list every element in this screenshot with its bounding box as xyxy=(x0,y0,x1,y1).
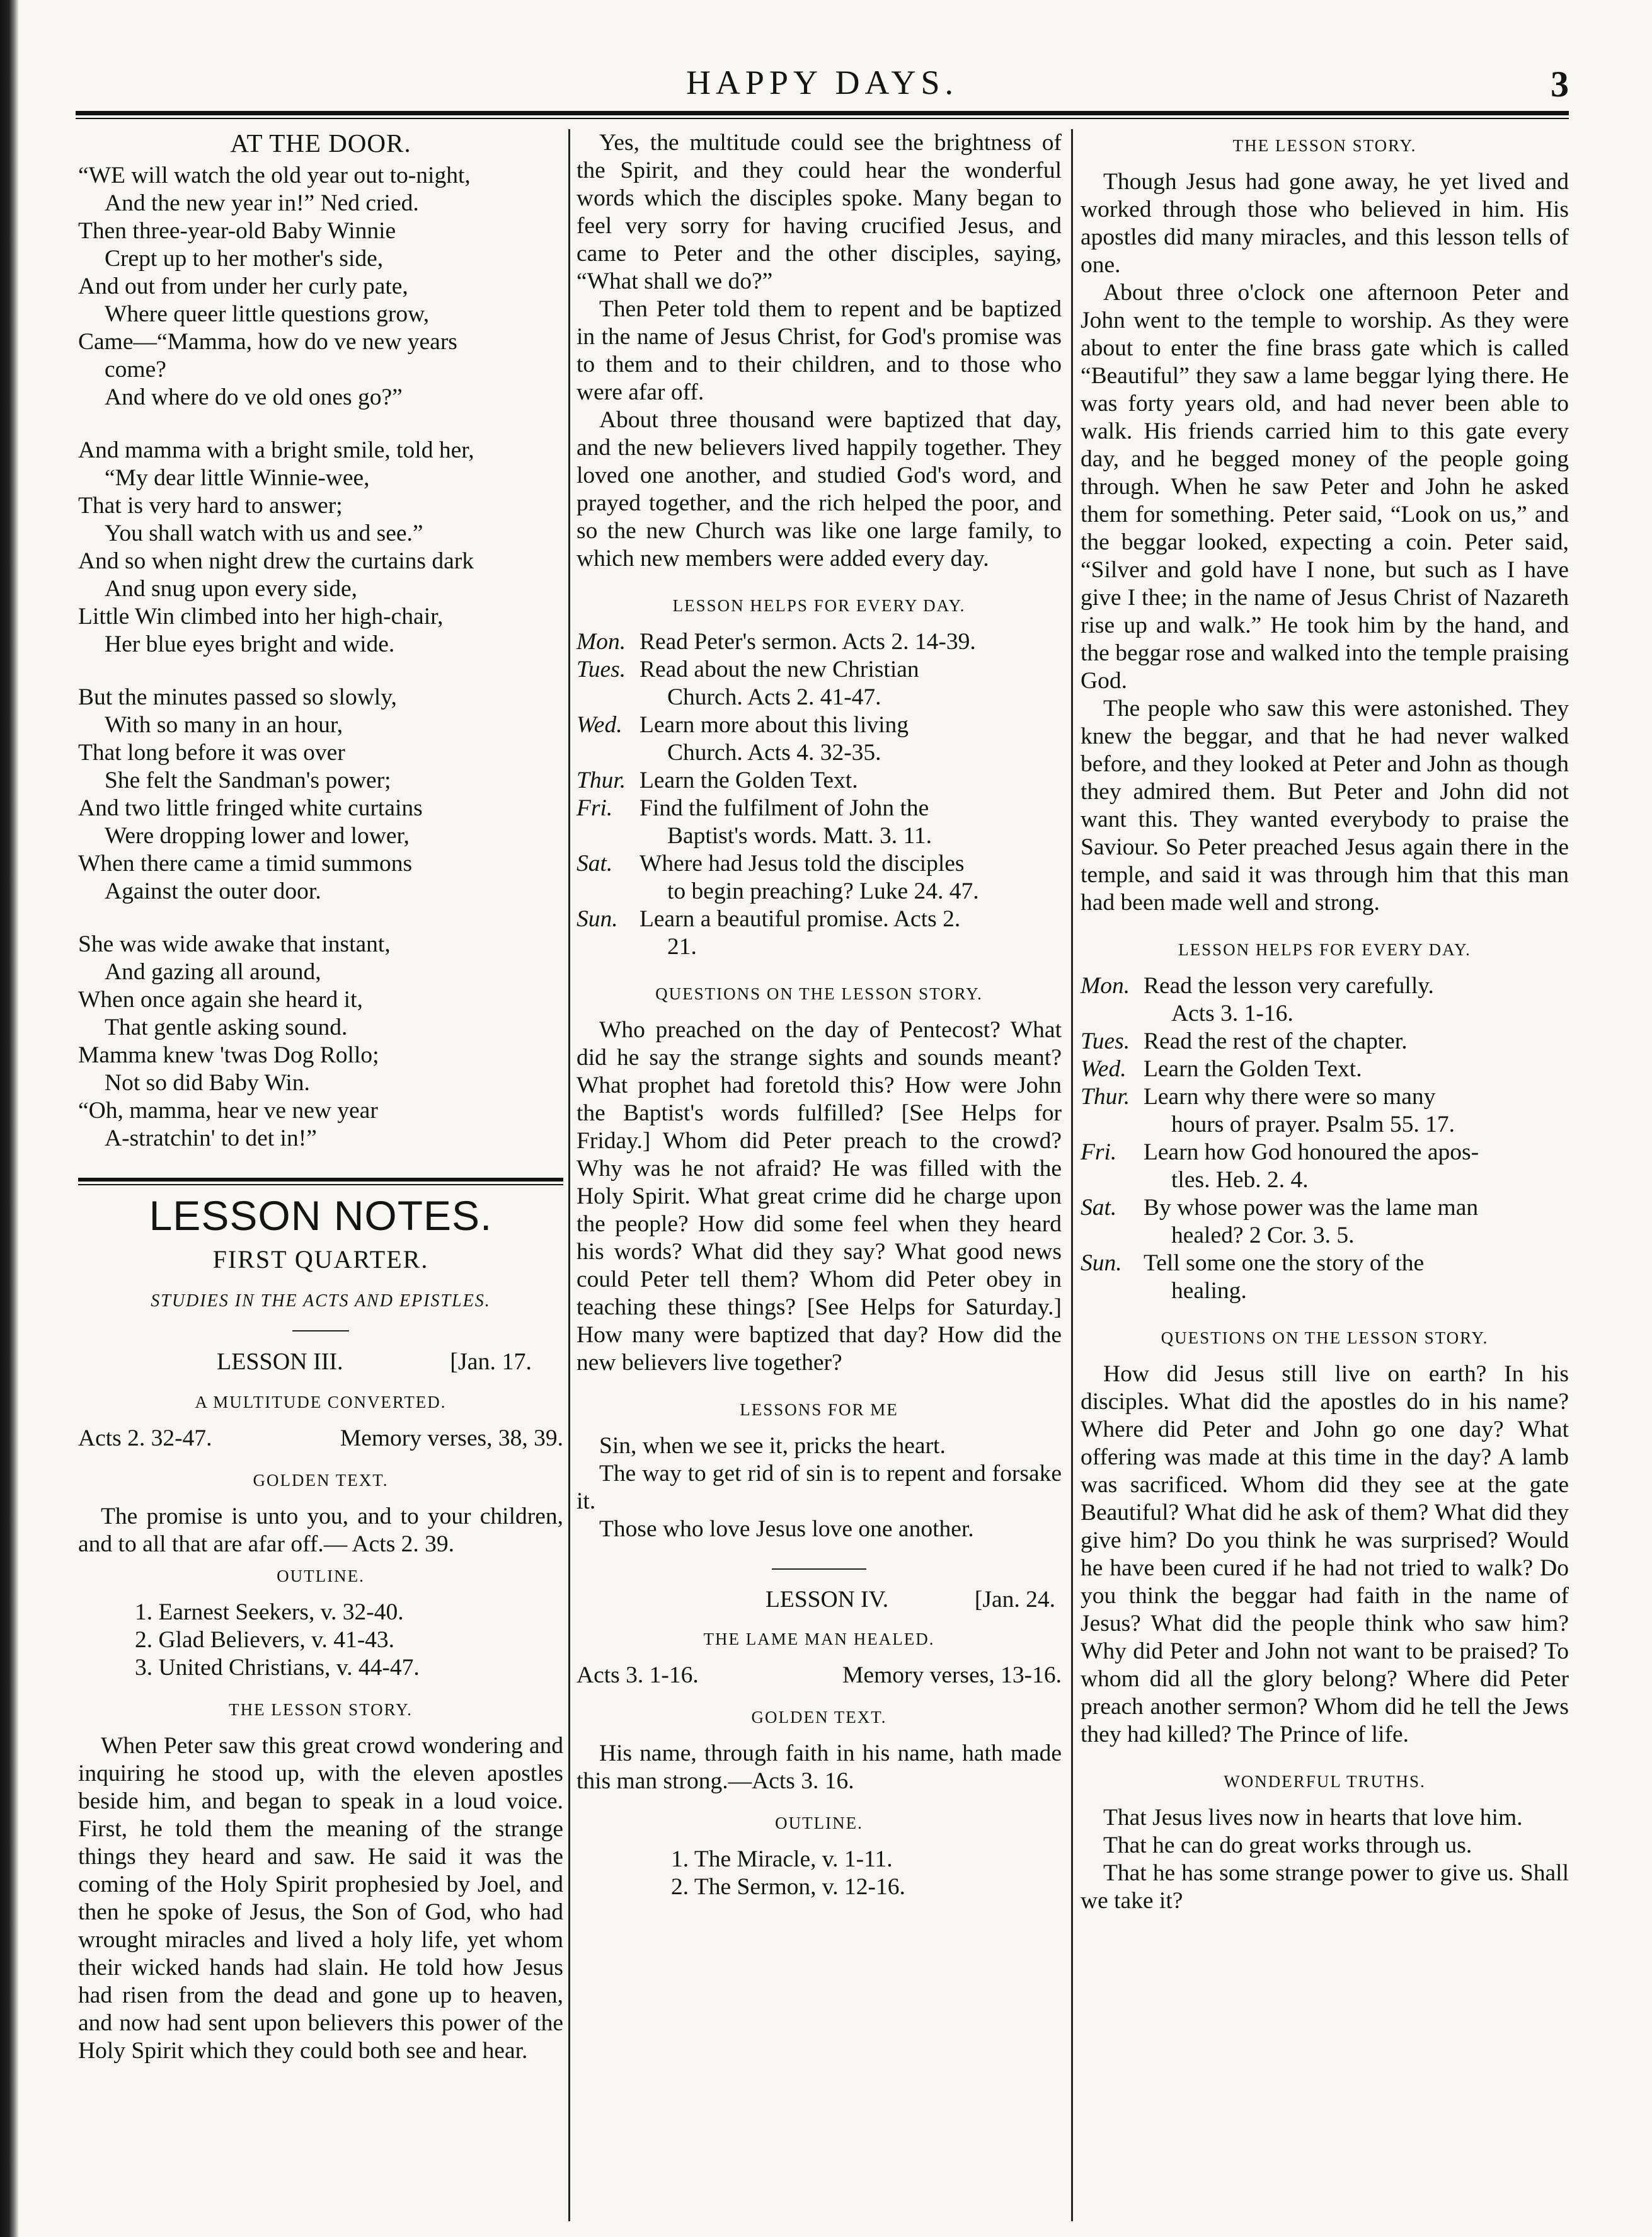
help-day: Fri. xyxy=(576,795,613,821)
poem-stanza xyxy=(78,684,563,906)
quarter-heading: FIRST QUARTER. xyxy=(212,1245,429,1274)
lesson-3-helps xyxy=(576,628,1062,961)
poem-line: And where do ve old ones go?” xyxy=(105,384,403,410)
help-row xyxy=(1081,972,1569,1028)
help-day: Sun. xyxy=(1081,1250,1122,1276)
help-day: Mon. xyxy=(576,629,626,655)
lesson-4-golden-heading: GOLDEN TEXT. xyxy=(751,1708,887,1727)
column-2 xyxy=(576,129,1062,1901)
help-day: Sun. xyxy=(576,906,618,932)
help-day: Thur. xyxy=(1081,1084,1130,1110)
help-text: Read the lesson very carefully. Acts 3. 1-16. xyxy=(1144,972,1569,1028)
poem-line: Then three-year-old Baby Winnie xyxy=(78,218,396,244)
lesson-3-outline-heading: OUTLINE. xyxy=(277,1567,365,1585)
lesson-4-helps xyxy=(1081,972,1569,1305)
column-divider-1 xyxy=(568,129,570,2221)
lesson-3-story-heading: THE LESSON STORY. xyxy=(229,1700,413,1719)
poem-line: And out from under her curly pate, xyxy=(78,273,408,299)
help-row xyxy=(576,906,1062,961)
lessons-for-me-heading: LESSONS FOR ME xyxy=(740,1400,898,1419)
lesson-4-date: [Jan. 24. xyxy=(974,1587,1055,1613)
help-text: Learn more about this living Church. Acts 4. 32-35. xyxy=(640,711,1062,767)
poem-line: And mamma with a bright smile, told her, xyxy=(78,437,474,463)
help-day: Sat. xyxy=(576,851,613,877)
poem-line: Little Win climbed into her high-chair, xyxy=(78,604,444,630)
column-3 xyxy=(1081,129,1569,1915)
help-row xyxy=(1081,1250,1569,1305)
poem-line: You shall watch with us and see.” xyxy=(105,520,423,546)
help-day: Wed. xyxy=(576,712,622,738)
poem-stanza xyxy=(78,931,563,1153)
help-row xyxy=(1081,1139,1569,1194)
lesson-3-reference: Acts 2. 32-47. xyxy=(78,1425,212,1451)
lesson-3-story-paragraph-4: About three thousand were baptized that day, and the new believers lived happily together. They loved one another, and studied God's word, and prayed together, and the rich helped the poor, and so the new Church was like one large family, to which new members were added every day. xyxy=(576,407,1062,572)
lesson-4-golden-text: His name, through faith in his name, hath made this man strong.—Acts 3. 16. xyxy=(576,1740,1062,1794)
poem-line: Crept up to her mother's side, xyxy=(105,246,384,272)
poem-line: Were dropping lower and lower, xyxy=(105,823,410,849)
poem-line: come? xyxy=(105,357,166,382)
lesson-3-story-paragraph-2: Yes, the multitude could see the brightness of the Spirit, and they could hear the wonderful words which the disciples spoke. Many began to feel very sorry for having crucified Jesus, and came to Peter and the other disciples, saying, “What shall we do?” xyxy=(576,130,1062,294)
poem-line: And two little fringed white curtains xyxy=(78,795,423,821)
lesson-3-heading xyxy=(78,1348,563,1376)
truth-item: That he has some strange power to give us. Shall we take it? xyxy=(1081,1860,1569,1914)
help-row xyxy=(1081,1083,1569,1139)
poem-line: When once again she heard it, xyxy=(78,987,363,1013)
poem-line: And snug upon every side, xyxy=(105,576,357,602)
lesson-3-refs xyxy=(78,1425,563,1452)
short-rule xyxy=(292,1330,349,1331)
lesson-3-golden-heading: GOLDEN TEXT. xyxy=(253,1471,389,1490)
help-text-continued: 21. xyxy=(667,934,697,960)
lesson-3-story-paragraph-1: When Peter saw this great crowd wondering and inquiring he stood up, with the eleven apostles beside him, and began to speak in a loud voice. First, he told them the meaning of the strange things they heard and saw. He said it was the coming of the Holy Spirit prophesied by Joel, and then he spoke of Jesus, the Son of God, who had wrought miracles and lived a holy life, yet whom their wicked hands had slain. He told how Jesus had risen from the dead and gone up to heaven, and now had sent upon believers this power of the Holy Spirit which they could both see and hear. xyxy=(78,1733,563,2064)
lesson-4-story-paragraph-1: Though Jesus had gone away, he yet lived and worked through those who believed in him. His apostles did many miracles, and this lesson tells of one. xyxy=(1081,169,1569,278)
help-row xyxy=(1081,1194,1569,1250)
help-text: Where had Jesus told the disciples to begin preaching? Luke 24. 47. xyxy=(640,850,1062,906)
help-row xyxy=(576,628,1062,656)
help-text-continued: hours of prayer. Psalm 55. 17. xyxy=(1171,1112,1455,1137)
help-row xyxy=(576,795,1062,850)
help-text: Learn how God honoured the apos- tles. Heb. 2. 4. xyxy=(1144,1139,1569,1194)
poem-line: She was wide awake that instant, xyxy=(78,931,391,957)
lesson-4-memory-verses: Memory verses, 13-16. xyxy=(842,1662,1062,1688)
poem-line: Came—“Mamma, how do ve new years xyxy=(78,329,457,355)
lesson-4-heading xyxy=(576,1586,1062,1614)
lesson-notes-title: LESSON NOTES. xyxy=(149,1192,493,1239)
truth-item: That he can do great works through us. xyxy=(1103,1832,1472,1858)
outline-item: 2. The Sermon, v. 12-16. xyxy=(671,1874,905,1900)
help-text-continued: Church. Acts 4. 32-35. xyxy=(667,740,881,766)
help-text-continued: Church. Acts 2. 41-47. xyxy=(667,684,881,710)
help-text: Read about the new Christian Church. Acts 2. 41-47. xyxy=(640,656,1062,711)
help-text: Learn why there were so many hours of prayer. Psalm 55. 17. xyxy=(1144,1083,1569,1139)
lesson-3-number: LESSON III. xyxy=(217,1349,343,1375)
help-text: Tell some one the story of the healing. xyxy=(1144,1250,1569,1305)
lesson-4-story-paragraph-3: The people who saw this were astonished. They knew the beggar, and that he had never walked before, and they looked at Peter and John as though they admired them. But Peter and John did not want this. They wanted everybody to praise the Saviour. So Peter preached Jesus again there in the temple, and said it was through him that this man had been made well and strong. xyxy=(1081,696,1569,916)
poem-line: “My dear little Winnie-wee, xyxy=(105,465,370,491)
lesson-4-refs xyxy=(576,1662,1062,1689)
help-text-continued: Acts 3. 1-16. xyxy=(1171,1001,1293,1026)
magazine-title: HAPPY DAYS. xyxy=(685,64,959,101)
poem-line: Mamma knew 'twas Dog Rollo; xyxy=(78,1042,379,1068)
help-text: By whose power was the lame man healed? 2 Cor. 3. 5. xyxy=(1144,1194,1569,1250)
help-day: Tues. xyxy=(576,657,626,682)
lesson-item: The way to get rid of sin is to repent and forsake it. xyxy=(576,1461,1062,1514)
help-row xyxy=(576,850,1062,906)
lesson-3-topic: A MULTITUDE CONVERTED. xyxy=(195,1393,447,1412)
outline-item: 3. United Christians, v. 44-47. xyxy=(135,1655,420,1681)
outline-item: 2. Glad Believers, v. 41-43. xyxy=(135,1627,395,1653)
page-number: 3 xyxy=(1551,64,1569,105)
help-text: Learn the Golden Text. xyxy=(1144,1056,1362,1082)
lesson-3-date: [Jan. 17. xyxy=(450,1349,532,1375)
lesson-4-number: LESSON IV. xyxy=(766,1587,889,1613)
poem-line: And the new year in!” Ned cried. xyxy=(105,190,419,216)
lesson-4-topic: THE LAME MAN HEALED. xyxy=(703,1630,935,1648)
poem-line: But the minutes passed so slowly, xyxy=(78,684,397,710)
poem-line: Not so did Baby Win. xyxy=(105,1070,310,1096)
lesson-3-golden-text: The promise is unto you, and to your children, and to all that are afar off.— Acts 2. 39. xyxy=(78,1504,563,1557)
wonderful-truths xyxy=(1081,1804,1569,1915)
poem-line: With so many in an hour, xyxy=(105,712,343,738)
help-text: Find the fulfilment of John the Baptist's words. Matt. 3. 11. xyxy=(640,795,1062,850)
header-rule xyxy=(76,111,1569,119)
page-edge xyxy=(0,0,19,2237)
lesson-4-questions-heading: QUESTIONS ON THE LESSON STORY. xyxy=(1161,1328,1489,1347)
poem-line: That long before it was over xyxy=(78,740,345,766)
help-text: Learn a beautiful promise. Acts 2. 21. xyxy=(640,906,1062,961)
help-row xyxy=(576,711,1062,767)
help-text-continued: healed? 2 Cor. 3. 5. xyxy=(1171,1222,1355,1248)
help-row xyxy=(1081,1055,1569,1083)
help-text-continued: Baptist's words. Matt. 3. 11. xyxy=(667,823,932,849)
help-day: Tues. xyxy=(1081,1028,1130,1054)
help-text-continued: healing. xyxy=(1171,1278,1247,1304)
help-day: Thur. xyxy=(576,768,626,793)
truth-item: That Jesus lives now in hearts that love him. xyxy=(1103,1805,1523,1831)
help-text: Read Peter's sermon. Acts 2. 14-39. xyxy=(640,629,976,655)
poem-title: AT THE DOOR. xyxy=(230,129,411,158)
help-day: Sat. xyxy=(1081,1195,1117,1221)
lesson-3-memory-verses: Memory verses, 38, 39. xyxy=(340,1425,563,1451)
lesson-4-story-paragraph-2: About three o'clock one afternoon Peter and John went to the temple to worship. As they were about to enter the fine brass gate which is called “Beautiful” they saw a lame beggar lying there. He was forty years old, and had never been able to walk. His friends carried him to this gate every day, and he begged money of the people going through. When he saw Peter and John he asked them for something. Peter said, “Look on us,” and the beggar looked, expecting a coin. Peter said, “Silver and gold have I none, but such as I have give I thee; in the name of Jesus Christ of Nazareth rise up and walk.” He took him by the hand, and the beggar rose and walked into the temple praising God. xyxy=(1081,280,1569,694)
lesson-4-helps-heading: LESSON HELPS FOR EVERY DAY. xyxy=(1178,940,1471,959)
lessons-for-me xyxy=(576,1432,1062,1543)
section-rule xyxy=(78,1178,563,1185)
help-text: Learn the Golden Text. xyxy=(640,768,858,793)
lesson-4-questions: How did Jesus still live on earth? In his disciples. What did the apostles do in his name? Where did Peter and John go one day? What offering was made at this time in the day? A lamb was sacrificed. Whom did they see at the gate Beautiful? What did he ask of them? What did they give him? Do you think he was surprised? Would he have been cured if he had not tried to walk? Do you think the beggar had faith in the name of Jesus? What did the people think who saw him? Why did Peter and John not want to be praised? To whom did all the glory belong? Where did Peter preach another sermon? Whom did he tell the Jews they had killed? The Prince of life. xyxy=(1081,1361,1569,1747)
lesson-3-outline xyxy=(78,1599,563,1682)
poem-line: She felt the Sandman's power; xyxy=(105,768,391,793)
poem-body xyxy=(78,162,563,1153)
help-text: Read the rest of the chapter. xyxy=(1144,1028,1408,1054)
poem-stanza xyxy=(78,437,563,658)
poem-line: That gentle asking sound. xyxy=(105,1015,348,1040)
poem-line: A-stratchin' to det in!” xyxy=(105,1125,317,1151)
help-text-continued: to begin preaching? Luke 24. 47. xyxy=(667,878,979,904)
wonderful-truths-heading: WONDERFUL TRUTHS. xyxy=(1224,1772,1426,1791)
help-row xyxy=(576,656,1062,711)
lesson-3-questions: Who preached on the day of Pentecost? What did he say the strange sights and sounds meant? What prophet had foretold this? How were John the Baptist's words fulfilled? [See Helps for Friday.] Whom did Peter preach to the crowd? Why was he not afraid? He was filled with the Holy Spirit. What great crime did he charge upon the people? How did some feel when they heard his words? What did they say? What good news could Peter tell them? Whom did Peter obey in teaching these things? [See Helps for Saturday.] How many were baptized that day? How did the new believers live together? xyxy=(576,1017,1062,1376)
lesson-item: Sin, when we see it, pricks the heart. xyxy=(599,1433,946,1459)
poem-stanza xyxy=(78,162,563,411)
short-rule-2 xyxy=(772,1568,866,1570)
lesson-4-outline-heading: OUTLINE. xyxy=(775,1814,863,1832)
studies-heading: STUDIES IN THE ACTS AND EPISTLES. xyxy=(151,1291,491,1311)
help-row xyxy=(1081,1028,1569,1055)
help-row xyxy=(576,767,1062,795)
poem-line: When there came a timid summons xyxy=(78,851,413,877)
poem-line: And gazing all around, xyxy=(105,959,321,985)
lesson-4-outline xyxy=(576,1846,1062,1901)
help-text-continued: tles. Heb. 2. 4. xyxy=(1171,1167,1309,1193)
help-day: Mon. xyxy=(1081,973,1130,999)
lesson-4-story-heading: THE LESSON STORY. xyxy=(1232,136,1417,155)
poem-line: Her blue eyes bright and wide. xyxy=(105,631,395,657)
help-day: Fri. xyxy=(1081,1139,1117,1165)
poem-line: Against the outer door. xyxy=(105,878,321,904)
outline-item: 1. Earnest Seekers, v. 32-40. xyxy=(135,1599,404,1625)
column-1 xyxy=(78,129,563,2065)
poem-line: “WE will watch the old year out to-night, xyxy=(78,163,471,188)
poem-line: That is very hard to answer; xyxy=(78,493,343,519)
lesson-3-story-paragraph-3: Then Peter told them to repent and be baptized in the name of Jesus Christ, for God's promise was to them and to their children, and to those who were afar off. xyxy=(576,296,1062,405)
poem-line: “Oh, mamma, hear ve new year xyxy=(78,1098,378,1124)
poem-line: And so when night drew the curtains dark xyxy=(78,548,474,574)
outline-item: 1. The Miracle, v. 1-11. xyxy=(671,1846,893,1872)
lesson-3-questions-heading: QUESTIONS ON THE LESSON STORY. xyxy=(655,984,983,1003)
lesson-4-reference: Acts 3. 1-16. xyxy=(576,1662,699,1688)
poem-line: Where queer little questions grow, xyxy=(105,301,430,327)
lesson-3-helps-heading: LESSON HELPS FOR EVERY DAY. xyxy=(672,596,966,615)
lesson-item: Those who love Jesus love one another. xyxy=(599,1516,974,1542)
column-divider-2 xyxy=(1071,129,1073,2221)
help-day: Wed. xyxy=(1081,1056,1127,1082)
